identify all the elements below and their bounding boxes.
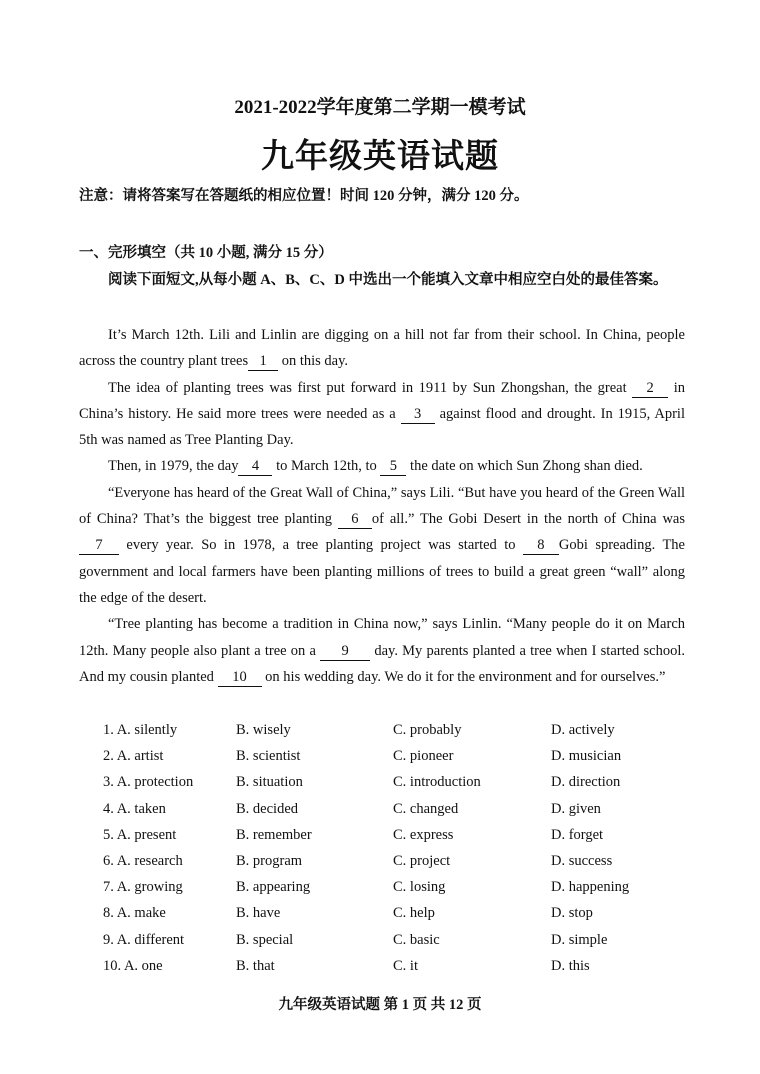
passage-paragraph-1 <box>79 322 685 375</box>
passage-text: It’s March 12th. Lili and Linlin are digging on a hill not far from their school. In China, people across the country plant trees <box>79 327 685 370</box>
option-b: B. that <box>236 957 275 974</box>
blank-10: 10 <box>218 668 262 687</box>
option-a: 2. A. artist <box>103 748 164 765</box>
passage-text: the date on which Sun Zhong shan died. <box>406 458 643 475</box>
blank-3: 3 <box>401 405 435 424</box>
option-d: D. musician <box>551 748 622 765</box>
option-b: B. decided <box>236 800 299 817</box>
option-b: B. appearing <box>236 879 311 896</box>
exam-title: 2021-2022学年度第二学期一模考试 <box>234 97 526 118</box>
passage-paragraph-5 <box>79 611 685 690</box>
passage-text: “Everyone has heard of the Great Wall of China,” says Lili. “But have you heard of the Green Wall of China? That’s the biggest tree planting <box>79 484 685 528</box>
blank-5: 5 <box>380 457 406 476</box>
option-d: D. happening <box>551 879 630 896</box>
option-c: C. introduction <box>393 774 481 791</box>
option-a: 3. A. protection <box>103 774 194 791</box>
option-b: B. scientist <box>236 748 301 765</box>
option-c: C. it <box>393 957 418 974</box>
option-c: C. project <box>393 852 451 869</box>
question-row <box>103 796 703 822</box>
option-b: B. situation <box>236 774 303 791</box>
option-d: D. direction <box>551 774 621 791</box>
option-d: D. forget <box>551 826 604 843</box>
passage-text: The idea of planting trees was first put forward in 1911 by Sun Zhongshan, the great <box>108 379 633 396</box>
passage-paragraph-2 <box>79 375 685 454</box>
passage-text: Gobi spreading. The government and local farmers have been planting millions of trees to build a great green “wall” along the edge of the desert. <box>79 537 685 606</box>
option-d: D. actively <box>551 722 615 738</box>
question-row <box>103 743 703 769</box>
option-c: C. basic <box>393 931 440 948</box>
question-row <box>103 927 703 953</box>
option-d: D. success <box>551 852 613 869</box>
question-row <box>103 874 703 900</box>
blank-9: 9 <box>320 642 370 661</box>
blank-8: 8 <box>523 536 559 555</box>
option-a: 6. A. research <box>103 852 183 869</box>
passage-text: on his wedding day. We do it for the environment and for ourselves.” <box>261 668 666 685</box>
passage-text: in China’s history. He said more trees were needed as a <box>79 379 685 422</box>
answer-options <box>103 717 703 979</box>
option-b: B. wisely <box>236 722 291 738</box>
option-d: D. this <box>551 957 590 974</box>
paper-title: 九年级英语试题 <box>261 139 499 175</box>
option-a: 1. A. silently <box>103 722 178 738</box>
passage-text: every year. So in 1978, a tree planting project was started to <box>119 537 523 554</box>
section-title: 一、完形填空（共 10 小题, 满分 15 分） <box>79 245 333 261</box>
passage-text: against flood and drought. In 1915, April 5th was named as Tree Planting Day. <box>79 405 685 449</box>
question-row <box>103 900 703 926</box>
option-b: B. remember <box>236 826 312 843</box>
option-d: D. stop <box>551 905 593 922</box>
option-a: 10. A. one <box>103 957 163 974</box>
section-instruction: 阅读下面短文,从每小题 A、B、C、D 中选出一个能填入文章中相应空白处的最佳答案。 <box>108 272 668 288</box>
option-c: C. express <box>393 826 454 843</box>
passage-text: to March 12th, to <box>272 458 381 475</box>
option-a: 9. A. different <box>103 931 185 948</box>
cloze-passage <box>79 322 685 690</box>
question-row <box>103 822 703 848</box>
option-a: 5. A. present <box>103 826 177 843</box>
option-b: B. program <box>236 852 303 869</box>
question-row <box>103 769 703 795</box>
option-b: B. have <box>236 905 281 922</box>
passage-paragraph-3 <box>79 453 685 479</box>
option-b: B. special <box>236 931 294 948</box>
question-row <box>103 953 703 979</box>
option-c: C. losing <box>393 879 446 896</box>
blank-1: 1 <box>248 352 278 371</box>
option-c: C. pioneer <box>393 748 454 765</box>
question-row <box>103 717 703 743</box>
passage-text: Then, in 1979, the day <box>108 458 239 475</box>
passage-text: on this day. <box>278 353 349 370</box>
passage-paragraph-4 <box>79 480 685 611</box>
option-a: 7. A. growing <box>103 879 183 896</box>
blank-4: 4 <box>238 457 272 476</box>
option-c: C. changed <box>393 800 459 817</box>
question-row <box>103 848 703 874</box>
option-a: 8. A. make <box>103 905 166 922</box>
option-c: C. help <box>393 905 435 922</box>
passage-text: “Tree planting has become a tradition in China now,” says Linlin. “Many people do it on March 12th. Many people also plant a tree on a <box>79 616 685 659</box>
option-c: C. probably <box>393 722 462 738</box>
option-d: D. given <box>551 800 601 817</box>
blank-6: 6 <box>338 510 372 529</box>
passage-text: of all.” The Gobi Desert in the north of China was <box>371 511 686 528</box>
page-footer: 九年级英语试题 第 1 页 共 12 页 <box>278 997 482 1013</box>
passage-text: day. My parents planted a tree when I started school. And my cousin planted <box>79 642 685 685</box>
blank-7: 7 <box>79 536 119 555</box>
option-d: D. simple <box>551 931 608 948</box>
notice: 注意：请将答案写在答题纸的相应位置！时间 120 分钟，满分 120 分。 <box>79 188 529 204</box>
option-a: 4. A. taken <box>103 800 166 817</box>
blank-2: 2 <box>632 379 668 398</box>
